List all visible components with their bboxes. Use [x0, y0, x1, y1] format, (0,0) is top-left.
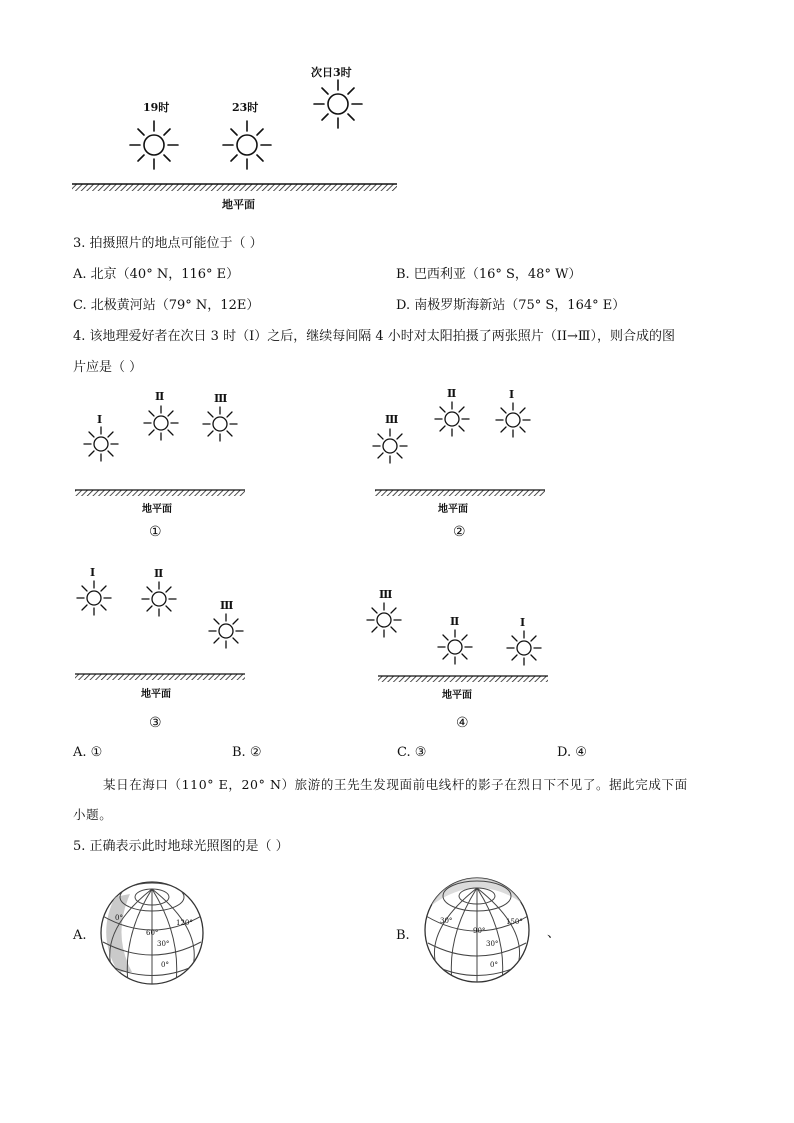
sun-icon-23	[223, 121, 271, 169]
sun-label: Ⅱ	[447, 387, 457, 400]
ground-label: 地平面	[438, 504, 468, 515]
sun-icon	[144, 406, 178, 440]
q3-option-d[interactable]: D. 南极罗斯海新站（75° S，164° E）	[396, 298, 626, 313]
ground-label: 地平面	[222, 198, 255, 211]
sun-icon	[496, 403, 530, 437]
q3-option-a[interactable]: A. 北京（40° N，116° E）	[73, 267, 240, 282]
ground-hatch	[72, 184, 397, 191]
q3-option-c[interactable]: C. 北极黄河站（79° N，12E）	[73, 298, 260, 313]
panel-caption-4: ④	[456, 715, 469, 731]
ground-hatch	[375, 490, 545, 496]
globe-b-label: 0°	[490, 961, 498, 969]
sun-icon	[209, 614, 243, 648]
globe-b-label: 30°	[440, 917, 453, 925]
sun-icon	[373, 429, 407, 463]
globe-a-label: 0°	[161, 961, 169, 969]
q4-option-d[interactable]: D. ④	[557, 745, 587, 760]
sun-icon	[367, 603, 401, 637]
sun-icon	[142, 582, 176, 616]
sun-icon	[203, 407, 237, 441]
sun-icon-19	[130, 121, 178, 169]
panel-caption-1: ①	[149, 524, 162, 540]
time-label-19: 19时	[143, 101, 170, 114]
q4-option-b[interactable]: B. ②	[232, 745, 262, 760]
globe-b-label: 30°	[486, 940, 499, 948]
q5-option-b[interactable]: B.	[396, 928, 410, 943]
ground-label: 地平面	[142, 504, 172, 515]
globe-a-label: 60°	[146, 929, 159, 937]
sun-label: I	[90, 566, 96, 579]
globe-a-label: 120°	[176, 919, 193, 927]
trailing-mark: 、	[547, 926, 561, 941]
sun-label: I	[97, 413, 103, 426]
ground-hatch	[75, 674, 245, 680]
ground-hatch	[75, 490, 245, 496]
q3-stem: 3. 拍摄照片的地点可能位于（ ）	[73, 236, 263, 251]
sun-icon	[438, 630, 472, 664]
sun-label: Ⅱ	[154, 567, 164, 580]
q3-option-b[interactable]: B. 巴西利亚（16° S，48° W）	[396, 267, 582, 282]
panel-caption-2: ②	[453, 524, 466, 540]
time-label-next-3: 次日3时	[311, 66, 352, 79]
panel-caption-3: ③	[149, 715, 162, 731]
sun-icon	[507, 631, 541, 665]
ground-hatch	[378, 676, 548, 682]
sun-icon-3	[314, 80, 362, 128]
sun-label: Ⅲ	[220, 599, 234, 612]
q4-stem-line1: 4. 该地理爱好者在次日 3 时（I）之后，继续每间隔 4 小时对太阳拍摄了两张照片（II→Ⅲ），则合成的图	[73, 329, 675, 344]
globe-a-label: 30°	[157, 940, 170, 948]
sun-icon	[435, 402, 469, 436]
sun-label: I	[509, 388, 515, 401]
q5-stem: 5. 正确表示此时地球光照图的是（ ）	[73, 839, 289, 854]
globe-b-label: 90°	[473, 927, 486, 935]
sun-icon	[77, 581, 111, 615]
globe-b-label: 150°	[506, 918, 523, 926]
globe-a-label: 0°	[115, 914, 123, 922]
q4-stem-line2: 片应是（ ）	[73, 360, 143, 375]
ground-label: 地平面	[442, 690, 472, 701]
sun-label: I	[520, 616, 526, 629]
sun-label: Ⅲ	[379, 588, 393, 601]
sun-label: Ⅱ	[155, 390, 165, 403]
ground-label: 地平面	[141, 689, 171, 700]
sun-label: Ⅲ	[214, 392, 228, 405]
passage-line1: 某日在海口（110° E，20° N）旅游的王先生发现面前电线杆的影子在烈日下不见了。据此完成下面	[103, 777, 688, 792]
q4-option-a[interactable]: A. ①	[73, 745, 103, 760]
time-label-23: 23时	[232, 101, 259, 114]
q5-option-a[interactable]: A.	[73, 928, 87, 943]
sun-label: Ⅲ	[385, 413, 399, 426]
sun-label: Ⅱ	[450, 615, 460, 628]
q4-option-c[interactable]: C. ③	[397, 745, 427, 760]
sun-icon	[84, 427, 118, 461]
passage-line2: 小题。	[73, 807, 113, 822]
